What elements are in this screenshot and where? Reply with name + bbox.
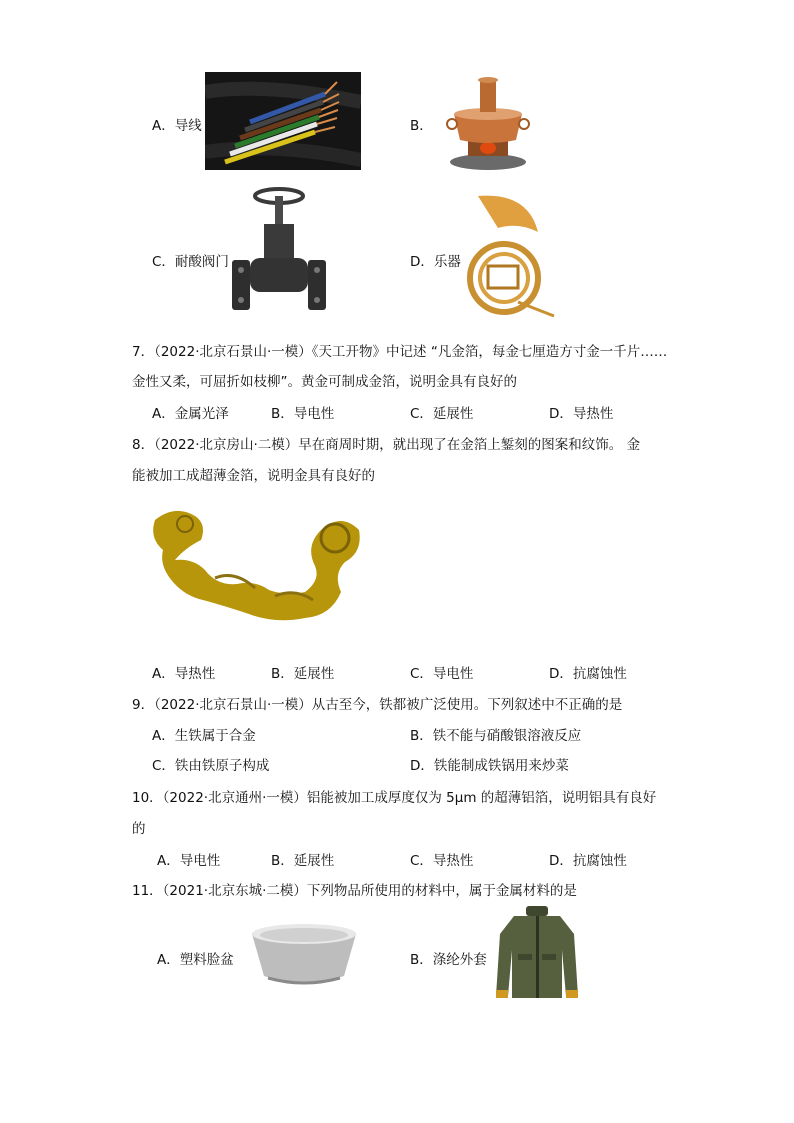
q7-option-d: D．导热性 (549, 406, 614, 422)
option-c-valve: C．耐酸阀门 (152, 254, 229, 270)
option-a-wire: A．导线 (152, 118, 202, 134)
polyester-jacket-image (494, 904, 580, 1004)
q10-stem-line1: 10．（2022·北京通州·一模）铝能被加工成厚度仅为 5μm 的超薄铝箔，说明铝具有良好 (132, 790, 657, 806)
q9-option-d: D．铁能制成铁锅用来炒菜 (410, 758, 569, 774)
q11-option-a: A．塑料脸盆 (157, 952, 234, 968)
q7-option-b: B．导电性 (271, 406, 335, 422)
q7-option-a: A．金属光泽 (152, 406, 229, 422)
plastic-basin-image (248, 920, 360, 990)
q10-option-a: A．导电性 (157, 853, 221, 869)
q7-stem-line1: 7．（2022·北京石景山·一模）《天工开物》中记述 “凡金箔，每金七厘造方寸金一千片…… (132, 344, 668, 360)
q10-option-c: C．导热性 (410, 853, 474, 869)
q9-option-b: B．铁不能与硝酸银溶液反应 (410, 728, 582, 744)
q8-option-c: C．导电性 (410, 666, 474, 682)
wire-image (205, 72, 361, 170)
q10-option-d: D．抗腐蚀性 (549, 853, 627, 869)
q8-option-b: B．延展性 (271, 666, 335, 682)
q8-option-a: A．导热性 (152, 666, 216, 682)
q8-option-d: D．抗腐蚀性 (549, 666, 627, 682)
option-d-instrument: D．乐器 (410, 254, 461, 270)
q9-option-a: A．生铁属于合金 (152, 728, 256, 744)
q9-option-c: C．铁由铁原子构成 (152, 758, 270, 774)
q7-option-c: C．延展性 (410, 406, 474, 422)
q9-stem: 9．（2022·北京石景山·一模）从古至今，铁都被广泛使用。下列叙述中不正确的是 (132, 697, 623, 713)
valve-image (230, 186, 328, 314)
q10-stem-line2: 的 (132, 821, 146, 837)
gold-foil-image (145, 500, 363, 632)
q10-option-b: B．延展性 (271, 853, 335, 869)
q8-stem-line2: 能被加工成超薄金箔，说明金具有良好的 (132, 468, 375, 484)
q11-stem: 11．（2021·北京东城·二模）下列物品所使用的材料中，属于金属材料的是 (132, 883, 577, 899)
option-b-hotpot: B． (410, 118, 433, 134)
q8-stem-line1: 8．（2022·北京房山·二模）早在商周时期，就出现了在金箔上錾刻的图案和纹饰。 金 (132, 437, 641, 453)
q7-stem-line2: 金性又柔，可屈折如枝柳”。黄金可制成金箔，说明金具有良好的 (132, 374, 517, 390)
copper-hotpot-image (446, 74, 530, 172)
french-horn-image (458, 192, 558, 320)
q11-option-b: B．涤纶外套 (410, 952, 487, 968)
